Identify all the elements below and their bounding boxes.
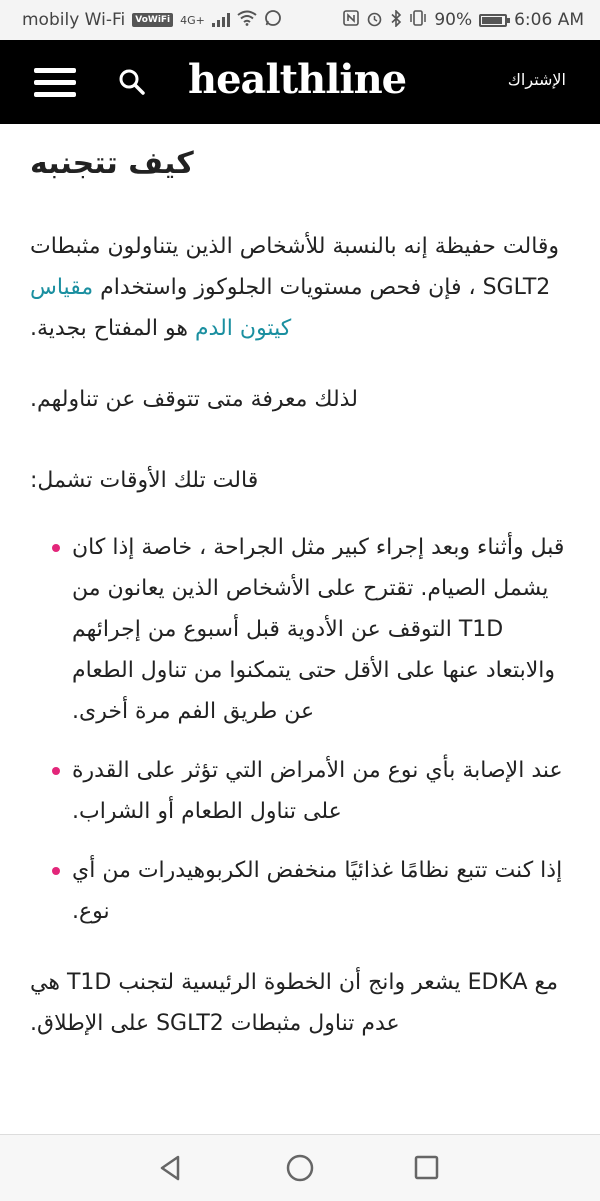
- home-icon[interactable]: [284, 1153, 316, 1185]
- recent-apps-icon[interactable]: [414, 1155, 440, 1181]
- section-heading: كيف تتجنبه: [30, 146, 194, 181]
- list-item-text: عند الإصابة بأي نوع من الأمراض التي تؤثر على القدرة على تناول الطعام أو الشراب.: [72, 758, 563, 824]
- logo[interactable]: healthline: [188, 56, 407, 103]
- site-header: [0, 40, 600, 124]
- paragraph-4: مع EDKA يشعر وانج أن الخطوة الرئيسية لتجنب T1D هي عدم تناول مثبطات SGLT2 على الإطلاق.: [30, 970, 559, 1036]
- bullet-dot: [52, 867, 60, 875]
- search-icon[interactable]: [116, 66, 148, 98]
- navigation-bar: [0, 1134, 600, 1201]
- back-icon[interactable]: [156, 1153, 186, 1183]
- clock: 6:06 AM: [514, 10, 584, 30]
- menu-icon[interactable]: [34, 68, 76, 98]
- bullet-list: [30, 527, 570, 932]
- list-item: [30, 527, 570, 732]
- battery-percent: 90%: [434, 10, 473, 30]
- wifi-icon: [237, 10, 257, 30]
- bullet-dot: [52, 544, 60, 552]
- bluetooth-icon: [390, 10, 402, 31]
- nfc-icon: [343, 10, 359, 30]
- signal-icon: [212, 13, 230, 27]
- battery-fill: [482, 17, 502, 24]
- list-item-text: قبل وأثناء وبعد إجراء كبير مثل الجراحة ، خاصة إذا كان يشمل الصيام. تقترح على الأشخاص الذين يعانون من T1D التوقف عن الأدوية قبل أسبوع من إجرائهم والابتعاد عنها على الأقل حتى يتمكنوا من تناول الطعام عن طريق الفم مرة أخرى.: [72, 535, 565, 724]
- paragraph-3: قالت تلك الأوقات تشمل:: [30, 468, 259, 493]
- paragraph-1-text-end: هو المفتاح بجدية.: [30, 316, 195, 341]
- status-left: [22, 9, 282, 31]
- battery-icon: [479, 14, 507, 27]
- paragraph-1-text-start: وقالت حفيظة إنه بالنسبة للأشخاص الذين يتناولون مثبطات SGLT2 ، فإن فحص مستويات الجلوكوز واستخدام: [30, 234, 560, 300]
- carrier-label: mobily Wi-Fi: [22, 10, 126, 30]
- list-item: [30, 850, 570, 932]
- subscribe-link[interactable]: الإشتراك: [507, 70, 566, 89]
- status-bar: [0, 0, 600, 40]
- vowifi-badge: VoWiFi: [132, 13, 173, 27]
- paragraph-2: لذلك معرفة متى تتوقف عن تناولهم.: [30, 387, 358, 412]
- status-right: [343, 10, 584, 31]
- list-item: [30, 750, 570, 832]
- blood-ketone-meter-link[interactable]: مقياس كيتون الدم: [30, 275, 292, 341]
- alarm-icon: [366, 10, 383, 31]
- whatsapp-icon: [264, 9, 282, 31]
- paragraph-1: [30, 226, 570, 349]
- bullet-dot: [52, 767, 60, 775]
- list-item-text: إذا كنت تتبع نظامًا غذائيًا منخفض الكربوهيدرات من أي نوع.: [72, 858, 563, 924]
- vibrate-icon: [409, 10, 427, 30]
- network-type: 4G+: [180, 13, 205, 27]
- article-body: [30, 124, 570, 1044]
